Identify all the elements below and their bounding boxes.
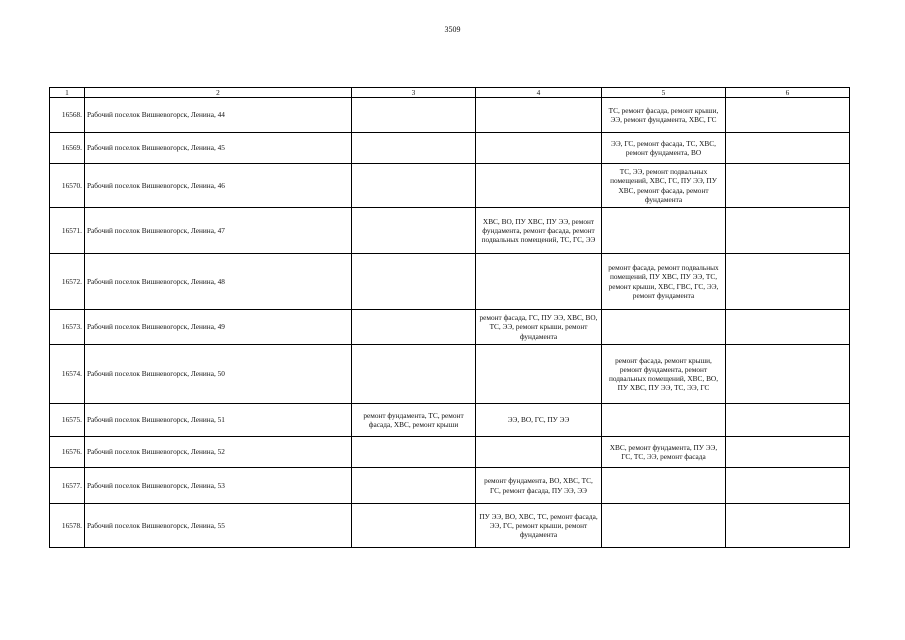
works-cell-col5: ремонт фасада, ремонт подвальных помещений, ПУ ХВС, ПУ ЭЭ, ТС, ремонт крыши, ХВС, ГВС, ГС, ЭЭ, ремонт фундамента [602,254,726,310]
works-cell-col3 [352,310,476,345]
table-row [50,404,850,437]
works-cell-col4 [476,437,602,468]
works-cell-col3 [352,504,476,548]
address-cell: Рабочий поселок Вишневогорск, Ленина, 51 [85,404,352,437]
address-cell: Рабочий поселок Вишневогорск, Ленина, 44 [85,98,352,133]
works-cell-col5: ТС, ЭЭ, ремонт подвальных помещений, ХВС, ГС, ПУ ЭЭ, ПУ ХВС, ремонт фасада, ремонт фундамента [602,164,726,208]
works-cell-col6 [726,254,850,310]
works-cell-col6 [726,345,850,404]
column-header: 3 [352,88,476,98]
column-header: 6 [726,88,850,98]
works-cell-col5 [602,310,726,345]
column-header: 4 [476,88,602,98]
row-number: 16572. [50,254,85,310]
works-cell-col3 [352,437,476,468]
works-cell-col3 [352,164,476,208]
row-number: 16569. [50,133,85,164]
works-table [49,87,850,548]
row-number: 16576. [50,437,85,468]
works-cell-col3 [352,98,476,133]
table-row [50,208,850,254]
address-cell: Рабочий поселок Вишневогорск, Ленина, 55 [85,504,352,548]
table-row [50,310,850,345]
works-cell-col3 [352,254,476,310]
row-number: 16574. [50,345,85,404]
column-header: 2 [85,88,352,98]
address-cell: Рабочий поселок Вишневогорск, Ленина, 45 [85,133,352,164]
address-cell: Рабочий поселок Вишневогорск, Ленина, 49 [85,310,352,345]
works-cell-col5 [602,404,726,437]
row-number: 16578. [50,504,85,548]
works-cell-col6 [726,504,850,548]
works-cell-col6 [726,404,850,437]
works-cell-col5: ремонт фасада, ремонт крыши, ремонт фундамента, ремонт подвальных помещений, ХВС, ВО, ПУ ХВС, ПУ ЭЭ, ТС, ЭЭ, ГС [602,345,726,404]
table-row [50,437,850,468]
works-cell-col4: ПУ ЭЭ, ВО, ХВС, ТС, ремонт фасада, ЭЭ, ГС, ремонт крыши, ремонт фундамента [476,504,602,548]
works-cell-col6 [726,468,850,504]
works-cell-col4: ХВС, ВО, ПУ ХВС, ПУ ЭЭ, ремонт фундамента, ремонт фасада, ремонт подвальных помещений, ТС, ГС, ЭЭ [476,208,602,254]
works-cell-col6 [726,310,850,345]
address-cell: Рабочий поселок Вишневогорск, Ленина, 52 [85,437,352,468]
address-cell: Рабочий поселок Вишневогорск, Ленина, 47 [85,208,352,254]
works-cell-col6 [726,133,850,164]
table-row [50,164,850,208]
address-cell: Рабочий поселок Вишневогорск, Ленина, 50 [85,345,352,404]
works-cell-col4 [476,98,602,133]
works-cell-col5: ТС, ремонт фасада, ремонт крыши, ЭЭ, ремонт фундамента, ХВС, ГС [602,98,726,133]
works-cell-col4 [476,345,602,404]
table-header-row [50,88,850,98]
table-row [50,468,850,504]
table-row [50,133,850,164]
works-cell-col4: ремонт фасада, ГС, ПУ ЭЭ, ХВС, ВО, ТС, ЭЭ, ремонт крыши, ремонт фундамента [476,310,602,345]
table-row [50,345,850,404]
table-row [50,98,850,133]
address-cell: Рабочий поселок Вишневогорск, Ленина, 48 [85,254,352,310]
works-cell-col3: ремонт фундамента, ТС, ремонт фасада, ХВС, ремонт крыши [352,404,476,437]
table-row [50,504,850,548]
column-header: 1 [50,88,85,98]
address-cell: Рабочий поселок Вишневогорск, Ленина, 53 [85,468,352,504]
works-cell-col6 [726,164,850,208]
page-number: 3509 [444,25,461,34]
works-cell-col3 [352,345,476,404]
works-cell-col4 [476,254,602,310]
works-cell-col4: ремонт фундамента, ВО, ХВС, ТС, ГС, ремонт фасада, ПУ ЭЭ, ЭЭ [476,468,602,504]
works-cell-col5 [602,468,726,504]
works-cell-col4 [476,164,602,208]
address-cell: Рабочий поселок Вишневогорск, Ленина, 46 [85,164,352,208]
works-cell-col4: ЭЭ, ВО, ГС, ПУ ЭЭ [476,404,602,437]
works-cell-col4 [476,133,602,164]
column-header: 5 [602,88,726,98]
works-cell-col5: ЭЭ, ГС, ремонт фасада, ТС, ХВС, ремонт фундамента, ВО [602,133,726,164]
works-cell-col3 [352,468,476,504]
works-cell-col6 [726,437,850,468]
works-cell-col5: ХВС, ремонт фундамента, ПУ ЭЭ, ГС, ТС, ЭЭ, ремонт фасада [602,437,726,468]
row-number: 16571. [50,208,85,254]
works-cell-col3 [352,208,476,254]
works-cell-col5 [602,504,726,548]
works-cell-col5 [602,208,726,254]
row-number: 16573. [50,310,85,345]
table-row [50,254,850,310]
works-cell-col6 [726,208,850,254]
works-cell-col3 [352,133,476,164]
row-number: 16577. [50,468,85,504]
row-number: 16568. [50,98,85,133]
works-cell-col6 [726,98,850,133]
row-number: 16570. [50,164,85,208]
row-number: 16575. [50,404,85,437]
